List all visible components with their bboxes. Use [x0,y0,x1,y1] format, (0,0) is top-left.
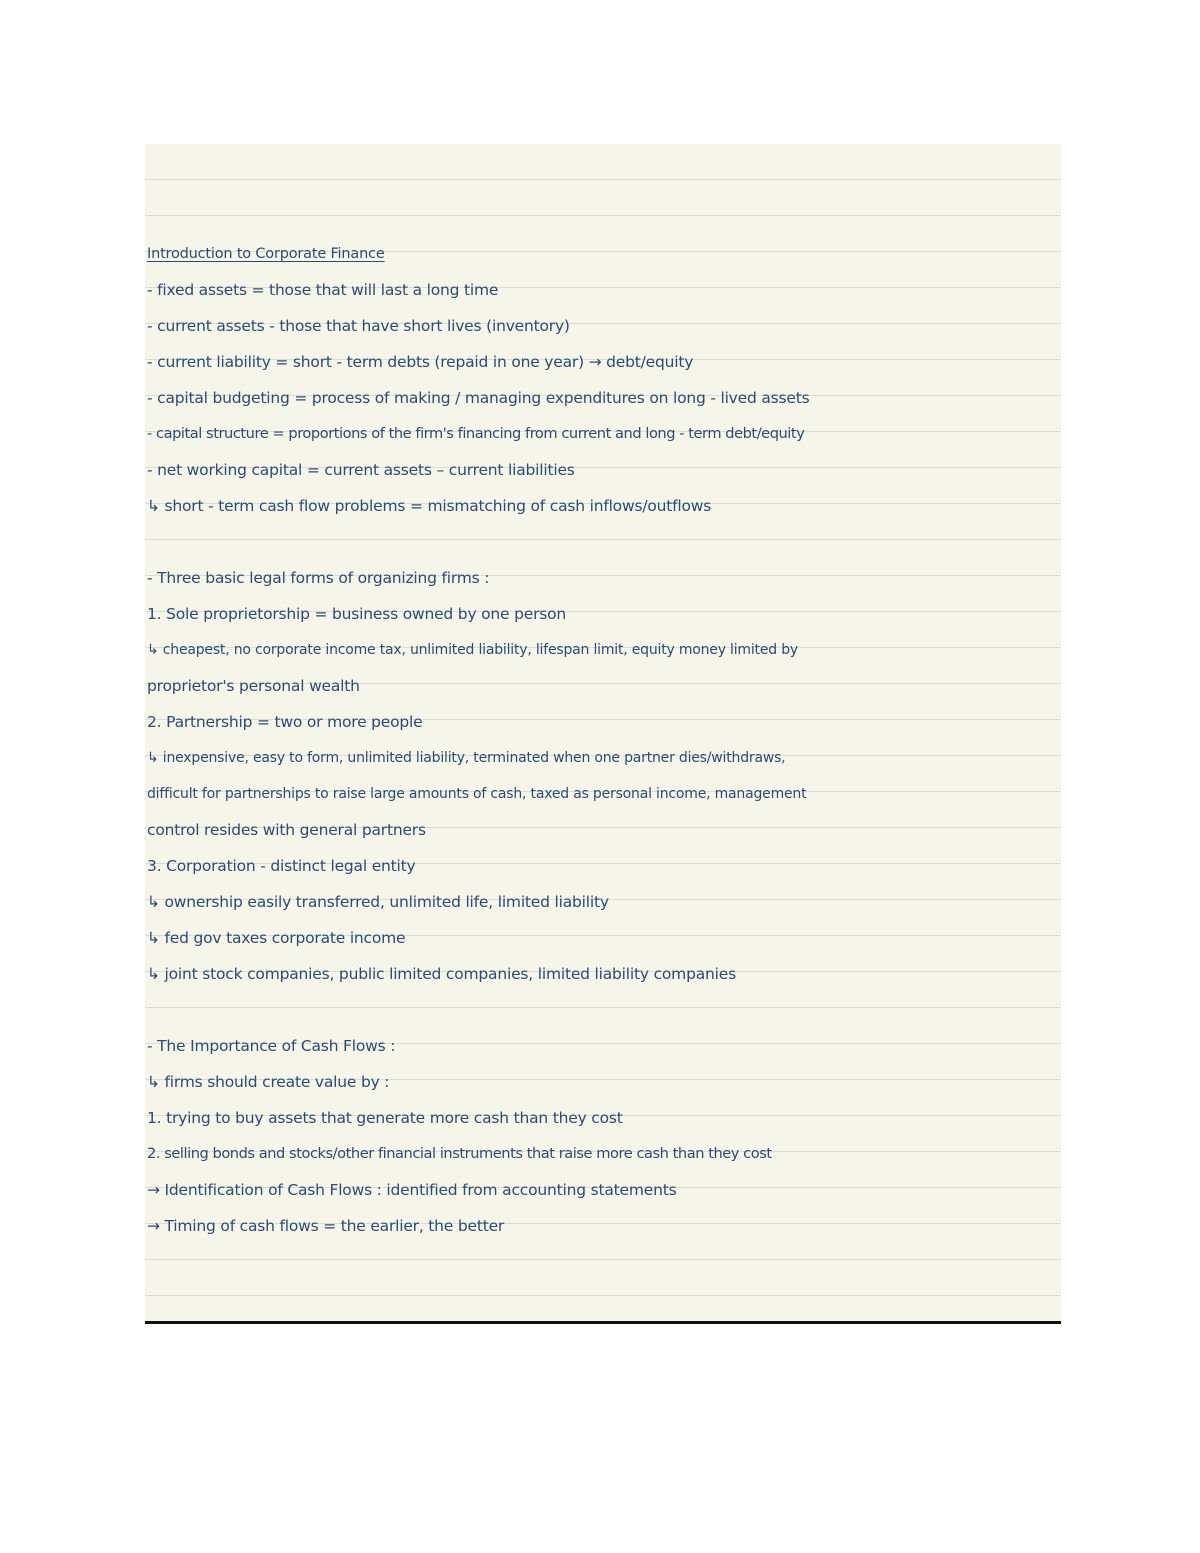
note-line-partnership-control: control resides with general partners [147,821,426,839]
note-line-timing: → Timing of cash flows = the earlier, the better [147,1217,505,1235]
note-line-fixed-assets: - fixed assets = those that will last a long time [147,281,499,299]
note-line-sole-proprietorship-detail-cont: proprietor's personal wealth [147,677,360,695]
note-line-current-assets: - current assets - those that have short lives (inventory) [147,317,570,335]
note-line-create-value: ↳ firms should create value by : [147,1073,390,1091]
note-line-identification: → Identification of Cash Flows : identified from accounting statements [147,1181,677,1199]
note-line-current-liability: - current liability = short - term debts (repaid in one year) → debt/equity [147,353,694,371]
note-line-sole-proprietorship-detail: ↳ cheapest, no corporate income tax, unlimited liability, lifespan limit, equity money limited by [147,642,798,658]
note-line-corporation-types: ↳ joint stock companies, public limited companies, limited liability companies [147,965,736,983]
note-line-sell-bonds: 2. selling bonds and stocks/other financial instruments that raise more cash than they cost [147,1145,772,1162]
note-line-corporation: 3. Corporation - distinct legal entity [147,857,416,875]
notebook-page [145,144,1061,1324]
note-line-corporation-detail: ↳ ownership easily transferred, unlimited life, limited liability [147,893,609,911]
note-line-net-working-capital: - net working capital = current assets – current liabilities [147,461,575,479]
note-line-partnership: 2. Partnership = two or more people [147,713,423,731]
note-line-capital-budgeting: - capital budgeting = process of making / managing expenditures on long - lived assets [147,389,810,407]
note-line-legal-forms-heading: - Three basic legal forms of organizing firms : [147,569,490,587]
note-line-capital-structure: - capital structure = proportions of the firm's financing from current and long - term debt/equity [147,425,805,442]
note-line-buy-assets: 1. trying to buy assets that generate more cash than they cost [147,1109,623,1127]
blank-line [145,524,1061,560]
note-line-corporation-tax: ↳ fed gov taxes corporate income [147,929,406,947]
notes-title: Introduction to Corporate Finance [147,246,385,262]
note-line-cash-flows-heading: - The Importance of Cash Flows : [147,1037,396,1055]
note-line-sole-proprietorship: 1. Sole proprietorship = business owned by one person [147,605,567,623]
note-line-partnership-detail-cont: difficult for partnerships to raise large amounts of cash, taxed as personal income, management [147,786,807,802]
note-line-cash-flow-problems: ↳ short - term cash flow problems = mismatching of cash inflows/outflows [147,497,712,515]
blank-line [145,992,1061,1028]
handwritten-notes [145,236,1061,1244]
note-line-partnership-detail: ↳ inexpensive, easy to form, unlimited liability, terminated when one partner dies/withdraws, [147,750,786,766]
